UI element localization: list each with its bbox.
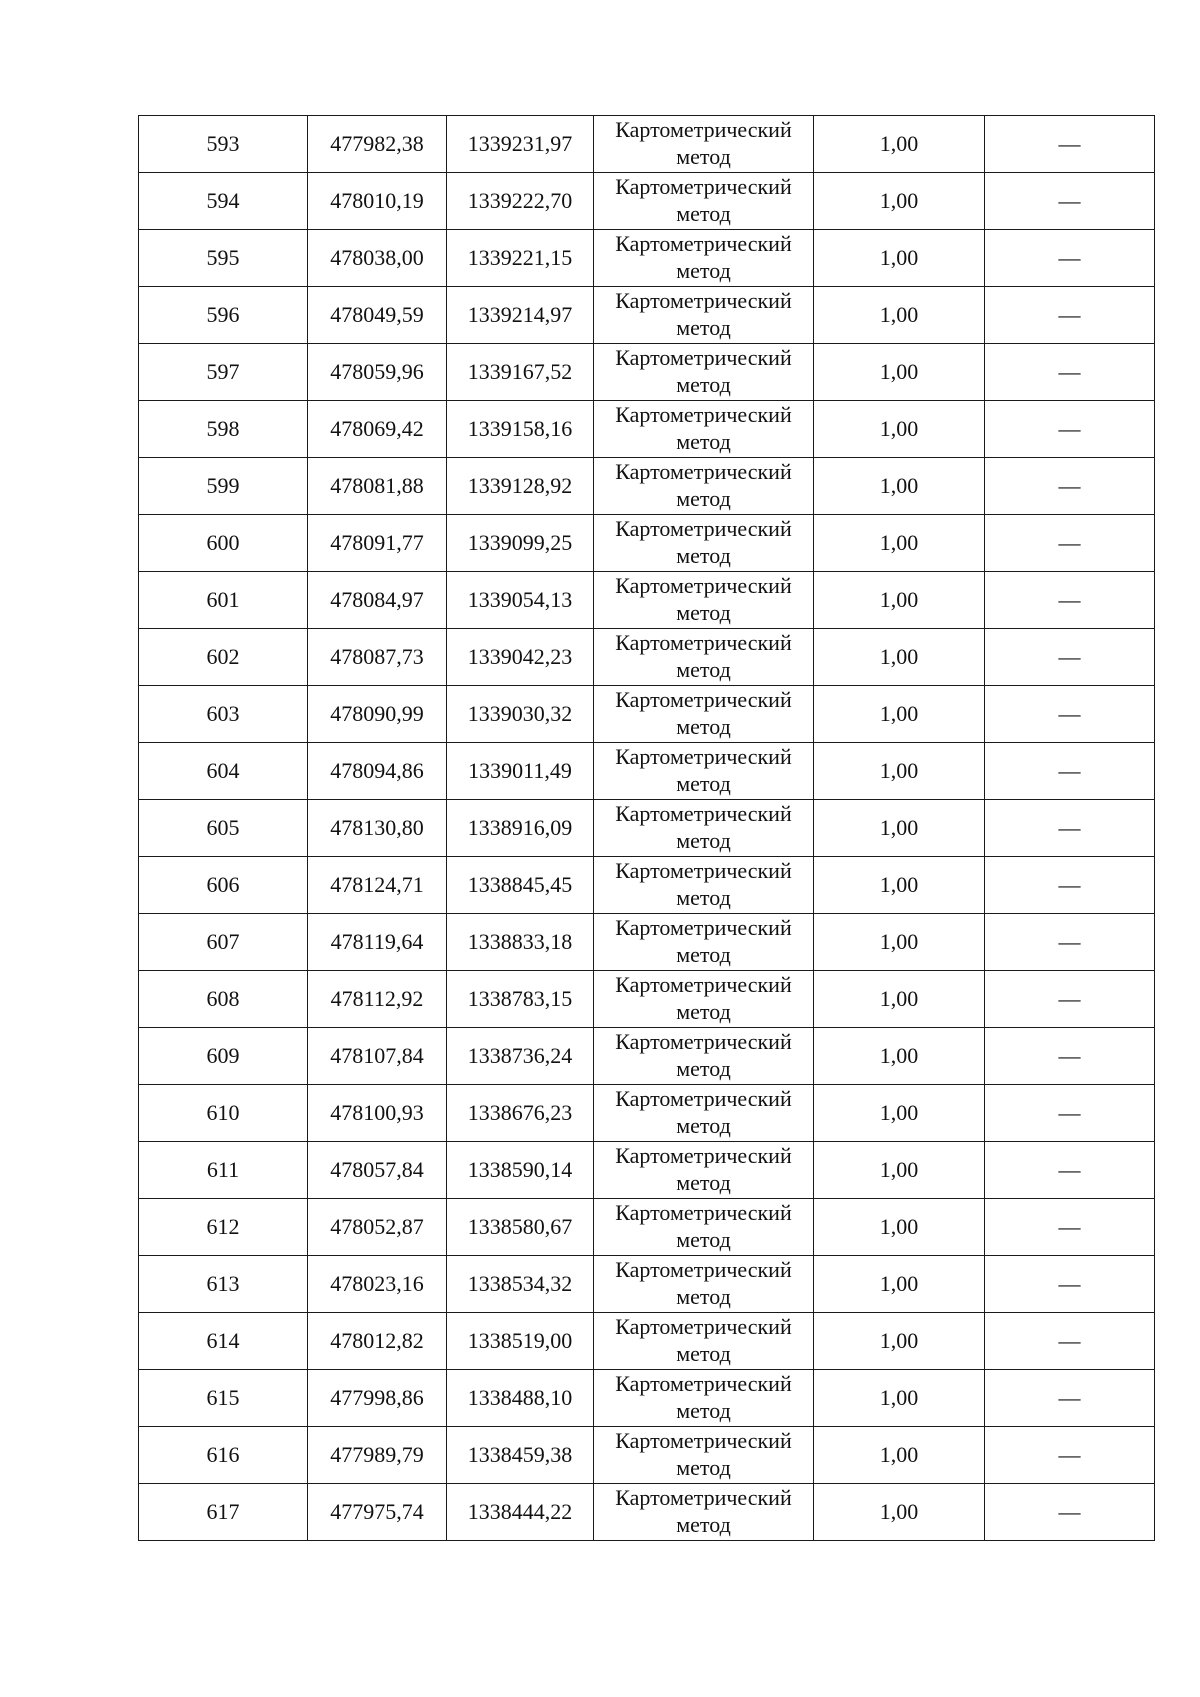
x-coordinate-cell: 478049,59 xyxy=(308,287,447,344)
x-coordinate-cell: 477989,79 xyxy=(308,1427,447,1484)
x-coordinate-cell: 477982,38 xyxy=(308,116,447,173)
accuracy-cell: 1,00 xyxy=(814,743,985,800)
table-row xyxy=(139,287,1155,344)
accuracy-cell: 1,00 xyxy=(814,800,985,857)
description-dash: — xyxy=(1058,473,1081,498)
description-cell xyxy=(985,344,1155,401)
description-dash: — xyxy=(1058,758,1081,783)
point-number-cell: 600 xyxy=(139,515,308,572)
description-dash: — xyxy=(1058,815,1081,840)
method-cell xyxy=(594,344,814,401)
point-number-cell: 599 xyxy=(139,458,308,515)
description-cell xyxy=(985,572,1155,629)
y-coordinate-cell: 1338459,38 xyxy=(447,1427,594,1484)
table-row xyxy=(139,572,1155,629)
y-coordinate-cell: 1339231,97 xyxy=(447,116,594,173)
x-coordinate-cell: 478023,16 xyxy=(308,1256,447,1313)
description-dash: — xyxy=(1058,416,1081,441)
table-row xyxy=(139,857,1155,914)
point-number-cell: 593 xyxy=(139,116,308,173)
description-dash: — xyxy=(1058,188,1081,213)
table-row xyxy=(139,629,1155,686)
description-dash: — xyxy=(1058,359,1081,384)
point-number-cell: 613 xyxy=(139,1256,308,1313)
point-number-cell: 608 xyxy=(139,971,308,1028)
point-number-cell: 594 xyxy=(139,173,308,230)
method-cell xyxy=(594,743,814,800)
description-dash: — xyxy=(1058,1328,1081,1353)
description-dash: — xyxy=(1058,1043,1081,1068)
method-cell xyxy=(594,515,814,572)
method-cell xyxy=(594,230,814,287)
point-number-cell: 596 xyxy=(139,287,308,344)
x-coordinate-cell: 478038,00 xyxy=(308,230,447,287)
accuracy-cell: 1,00 xyxy=(814,515,985,572)
description-dash: — xyxy=(1058,701,1081,726)
description-dash: — xyxy=(1058,587,1081,612)
accuracy-cell: 1,00 xyxy=(814,458,985,515)
description-dash: — xyxy=(1058,1271,1081,1296)
description-cell xyxy=(985,1085,1155,1142)
description-cell xyxy=(985,458,1155,515)
method-cell xyxy=(594,1028,814,1085)
accuracy-cell: 1,00 xyxy=(814,344,985,401)
method-cell xyxy=(594,1484,814,1541)
point-number-cell: 602 xyxy=(139,629,308,686)
description-cell xyxy=(985,1199,1155,1256)
method-cell xyxy=(594,287,814,344)
y-coordinate-cell: 1339030,32 xyxy=(447,686,594,743)
y-coordinate-cell: 1338580,67 xyxy=(447,1199,594,1256)
description-cell xyxy=(985,1427,1155,1484)
table-row xyxy=(139,173,1155,230)
description-cell xyxy=(985,401,1155,458)
accuracy-cell: 1,00 xyxy=(814,1085,985,1142)
y-coordinate-cell: 1338590,14 xyxy=(447,1142,594,1199)
point-number-cell: 609 xyxy=(139,1028,308,1085)
accuracy-cell: 1,00 xyxy=(814,401,985,458)
accuracy-cell: 1,00 xyxy=(814,1313,985,1370)
y-coordinate-cell: 1338444,22 xyxy=(447,1484,594,1541)
x-coordinate-cell: 478090,99 xyxy=(308,686,447,743)
description-dash: — xyxy=(1058,644,1081,669)
description-cell xyxy=(985,971,1155,1028)
x-coordinate-cell: 478091,77 xyxy=(308,515,447,572)
y-coordinate-cell: 1338845,45 xyxy=(447,857,594,914)
y-coordinate-cell: 1339221,15 xyxy=(447,230,594,287)
coordinates-table xyxy=(138,115,1155,1541)
method-cell xyxy=(594,401,814,458)
table-body xyxy=(139,116,1155,1541)
y-coordinate-cell: 1338534,32 xyxy=(447,1256,594,1313)
y-coordinate-cell: 1338916,09 xyxy=(447,800,594,857)
x-coordinate-cell: 477998,86 xyxy=(308,1370,447,1427)
method-cell xyxy=(594,572,814,629)
accuracy-cell: 1,00 xyxy=(814,971,985,1028)
method-cell xyxy=(594,914,814,971)
table-row xyxy=(139,1142,1155,1199)
description-cell xyxy=(985,1142,1155,1199)
method-text: Картометрический метод xyxy=(615,687,792,739)
point-number-cell: 611 xyxy=(139,1142,308,1199)
x-coordinate-cell: 478057,84 xyxy=(308,1142,447,1199)
description-cell xyxy=(985,857,1155,914)
y-coordinate-cell: 1339128,92 xyxy=(447,458,594,515)
description-cell xyxy=(985,1370,1155,1427)
accuracy-cell: 1,00 xyxy=(814,1370,985,1427)
accuracy-cell: 1,00 xyxy=(814,1028,985,1085)
description-dash: — xyxy=(1058,1499,1081,1524)
method-text: Картометрический метод xyxy=(615,1143,792,1195)
table-row xyxy=(139,1199,1155,1256)
table-row xyxy=(139,230,1155,287)
description-dash: — xyxy=(1058,302,1081,327)
description-dash: — xyxy=(1058,872,1081,897)
method-text: Картометрический метод xyxy=(615,1314,792,1366)
point-number-cell: 595 xyxy=(139,230,308,287)
y-coordinate-cell: 1339042,23 xyxy=(447,629,594,686)
description-dash: — xyxy=(1058,131,1081,156)
y-coordinate-cell: 1338676,23 xyxy=(447,1085,594,1142)
accuracy-cell: 1,00 xyxy=(814,629,985,686)
method-text: Картометрический метод xyxy=(615,573,792,625)
description-cell xyxy=(985,230,1155,287)
accuracy-cell: 1,00 xyxy=(814,116,985,173)
method-text: Картометрический метод xyxy=(615,117,792,169)
description-cell xyxy=(985,686,1155,743)
description-cell xyxy=(985,287,1155,344)
y-coordinate-cell: 1339222,70 xyxy=(447,173,594,230)
method-text: Картометрический метод xyxy=(615,1371,792,1423)
x-coordinate-cell: 478112,92 xyxy=(308,971,447,1028)
method-cell xyxy=(594,629,814,686)
description-cell xyxy=(985,743,1155,800)
x-coordinate-cell: 478100,93 xyxy=(308,1085,447,1142)
table-row xyxy=(139,515,1155,572)
x-coordinate-cell: 478094,86 xyxy=(308,743,447,800)
point-number-cell: 605 xyxy=(139,800,308,857)
y-coordinate-cell: 1338783,15 xyxy=(447,971,594,1028)
method-cell xyxy=(594,686,814,743)
table-row xyxy=(139,800,1155,857)
method-text: Картометрический метод xyxy=(615,858,792,910)
description-cell xyxy=(985,800,1155,857)
description-dash: — xyxy=(1058,1385,1081,1410)
method-text: Картометрический метод xyxy=(615,459,792,511)
description-dash: — xyxy=(1058,530,1081,555)
method-text: Картометрический метод xyxy=(615,516,792,568)
y-coordinate-cell: 1339099,25 xyxy=(447,515,594,572)
y-coordinate-cell: 1338833,18 xyxy=(447,914,594,971)
table-row xyxy=(139,116,1155,173)
method-text: Картометрический метод xyxy=(615,801,792,853)
point-number-cell: 601 xyxy=(139,572,308,629)
accuracy-cell: 1,00 xyxy=(814,287,985,344)
x-coordinate-cell: 478119,64 xyxy=(308,914,447,971)
point-number-cell: 606 xyxy=(139,857,308,914)
x-coordinate-cell: 478087,73 xyxy=(308,629,447,686)
accuracy-cell: 1,00 xyxy=(814,572,985,629)
table-row xyxy=(139,401,1155,458)
method-cell xyxy=(594,1313,814,1370)
point-number-cell: 610 xyxy=(139,1085,308,1142)
table-row xyxy=(139,971,1155,1028)
point-number-cell: 616 xyxy=(139,1427,308,1484)
x-coordinate-cell: 478052,87 xyxy=(308,1199,447,1256)
y-coordinate-cell: 1338736,24 xyxy=(447,1028,594,1085)
table-row xyxy=(139,1313,1155,1370)
y-coordinate-cell: 1339011,49 xyxy=(447,743,594,800)
table-row xyxy=(139,1484,1155,1541)
description-cell xyxy=(985,1313,1155,1370)
description-cell xyxy=(985,629,1155,686)
method-text: Картометрический метод xyxy=(615,1428,792,1480)
y-coordinate-cell: 1339054,13 xyxy=(447,572,594,629)
method-cell xyxy=(594,1427,814,1484)
method-text: Картометрический метод xyxy=(615,1200,792,1252)
description-cell xyxy=(985,914,1155,971)
description-dash: — xyxy=(1058,245,1081,270)
description-cell xyxy=(985,1028,1155,1085)
point-number-cell: 604 xyxy=(139,743,308,800)
description-dash: — xyxy=(1058,1442,1081,1467)
y-coordinate-cell: 1338519,00 xyxy=(447,1313,594,1370)
method-text: Картометрический метод xyxy=(615,174,792,226)
method-cell xyxy=(594,1199,814,1256)
point-number-cell: 615 xyxy=(139,1370,308,1427)
method-cell xyxy=(594,1142,814,1199)
method-text: Картометрический метод xyxy=(615,630,792,682)
point-number-cell: 598 xyxy=(139,401,308,458)
x-coordinate-cell: 478069,42 xyxy=(308,401,447,458)
method-text: Картометрический метод xyxy=(615,402,792,454)
method-text: Картометрический метод xyxy=(615,231,792,283)
accuracy-cell: 1,00 xyxy=(814,1427,985,1484)
table-row xyxy=(139,1427,1155,1484)
table-row xyxy=(139,344,1155,401)
x-coordinate-cell: 478084,97 xyxy=(308,572,447,629)
table-row xyxy=(139,914,1155,971)
accuracy-cell: 1,00 xyxy=(814,857,985,914)
method-text: Картометрический метод xyxy=(615,1257,792,1309)
method-cell xyxy=(594,1370,814,1427)
table-row xyxy=(139,1256,1155,1313)
description-cell xyxy=(985,116,1155,173)
method-text: Картометрический метод xyxy=(615,1086,792,1138)
x-coordinate-cell: 478081,88 xyxy=(308,458,447,515)
description-cell xyxy=(985,515,1155,572)
method-cell xyxy=(594,1085,814,1142)
description-dash: — xyxy=(1058,986,1081,1011)
x-coordinate-cell: 478010,19 xyxy=(308,173,447,230)
y-coordinate-cell: 1339158,16 xyxy=(447,401,594,458)
description-cell xyxy=(985,1484,1155,1541)
y-coordinate-cell: 1338488,10 xyxy=(447,1370,594,1427)
accuracy-cell: 1,00 xyxy=(814,1142,985,1199)
x-coordinate-cell: 477975,74 xyxy=(308,1484,447,1541)
x-coordinate-cell: 478130,80 xyxy=(308,800,447,857)
method-cell xyxy=(594,116,814,173)
description-dash: — xyxy=(1058,1100,1081,1125)
method-text: Картометрический метод xyxy=(615,288,792,340)
accuracy-cell: 1,00 xyxy=(814,1199,985,1256)
table-row xyxy=(139,686,1155,743)
method-text: Картометрический метод xyxy=(615,744,792,796)
x-coordinate-cell: 478059,96 xyxy=(308,344,447,401)
method-cell xyxy=(594,971,814,1028)
method-cell xyxy=(594,857,814,914)
method-text: Картометрический метод xyxy=(615,1029,792,1081)
accuracy-cell: 1,00 xyxy=(814,173,985,230)
method-text: Картометрический метод xyxy=(615,915,792,967)
description-dash: — xyxy=(1058,1214,1081,1239)
accuracy-cell: 1,00 xyxy=(814,1484,985,1541)
description-dash: — xyxy=(1058,929,1081,954)
method-cell xyxy=(594,173,814,230)
method-text: Картометрический метод xyxy=(615,1485,792,1537)
method-cell xyxy=(594,1256,814,1313)
accuracy-cell: 1,00 xyxy=(814,686,985,743)
accuracy-cell: 1,00 xyxy=(814,1256,985,1313)
accuracy-cell: 1,00 xyxy=(814,230,985,287)
point-number-cell: 614 xyxy=(139,1313,308,1370)
point-number-cell: 603 xyxy=(139,686,308,743)
point-number-cell: 617 xyxy=(139,1484,308,1541)
description-cell xyxy=(985,173,1155,230)
x-coordinate-cell: 478124,71 xyxy=(308,857,447,914)
method-cell xyxy=(594,458,814,515)
table-row xyxy=(139,1370,1155,1427)
description-dash: — xyxy=(1058,1157,1081,1182)
description-cell xyxy=(985,1256,1155,1313)
point-number-cell: 612 xyxy=(139,1199,308,1256)
table-row xyxy=(139,458,1155,515)
accuracy-cell: 1,00 xyxy=(814,914,985,971)
point-number-cell: 597 xyxy=(139,344,308,401)
x-coordinate-cell: 478012,82 xyxy=(308,1313,447,1370)
y-coordinate-cell: 1339214,97 xyxy=(447,287,594,344)
method-text: Картометрический метод xyxy=(615,345,792,397)
table-row xyxy=(139,1085,1155,1142)
table-row xyxy=(139,1028,1155,1085)
method-text: Картометрический метод xyxy=(615,972,792,1024)
table-row xyxy=(139,743,1155,800)
point-number-cell: 607 xyxy=(139,914,308,971)
y-coordinate-cell: 1339167,52 xyxy=(447,344,594,401)
x-coordinate-cell: 478107,84 xyxy=(308,1028,447,1085)
method-cell xyxy=(594,800,814,857)
